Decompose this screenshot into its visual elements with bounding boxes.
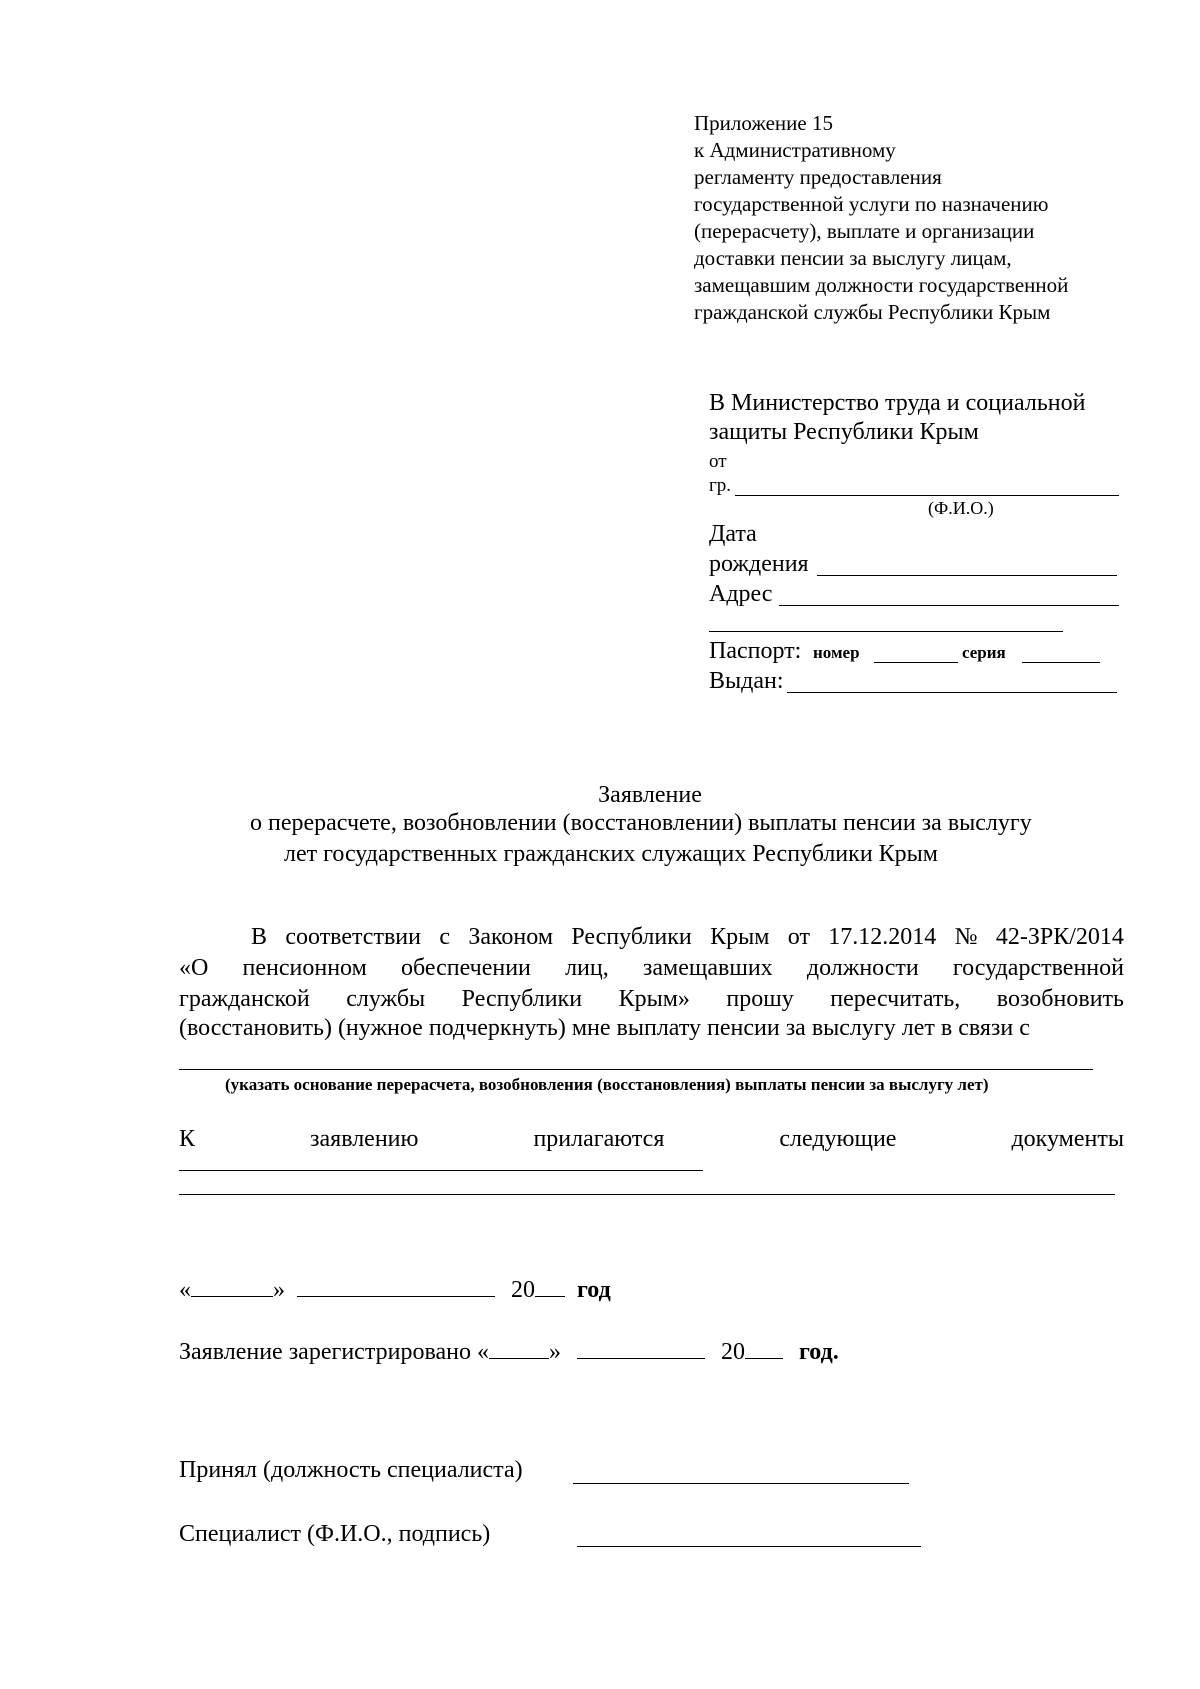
passport-series-label: серия	[962, 643, 1006, 662]
attachments-word: документы	[1011, 1126, 1124, 1152]
date-label: Дата	[709, 521, 757, 547]
body-line-1	[251, 922, 1124, 953]
appendix-line: Приложение 15	[694, 111, 833, 135]
registered-year-word: год.	[798, 1339, 839, 1365]
body-word: пенсионном	[242, 955, 367, 981]
specialist-line	[577, 1546, 921, 1547]
registered-label: Заявление зарегистрировано «	[179, 1339, 489, 1365]
birth-date-line	[817, 575, 1117, 576]
appendix-line: регламенту предоставления	[694, 165, 942, 189]
issued-line	[787, 692, 1117, 693]
addressee-line-2: защиты Республики Крым	[709, 419, 979, 445]
body-line-4: (восстановить) (нужное подчеркнуть) мне выплату пенсии за выслугу лет в связи с	[179, 1015, 1030, 1041]
body-word: пересчитать,	[830, 986, 961, 1012]
fio-input-line	[735, 495, 1119, 496]
body-word: 17.12.2014	[828, 924, 937, 950]
body-word: службы	[346, 986, 426, 1012]
body-word: возобновить	[996, 986, 1124, 1012]
date-close-quote: »	[273, 1277, 285, 1303]
attachments-word: следующие	[779, 1126, 897, 1152]
from-label: от	[709, 451, 727, 472]
registered-month-line	[577, 1336, 705, 1359]
document-title: Заявление	[598, 782, 702, 808]
registered-year-line	[745, 1336, 783, 1359]
attachments-input-line-2	[179, 1194, 1115, 1195]
address-label: Адрес	[709, 581, 773, 607]
accepted-line	[573, 1483, 909, 1484]
passport-number-label: номер	[813, 643, 860, 662]
body-word: от	[787, 924, 810, 950]
body-line-3	[179, 984, 1124, 1015]
attachments-word: К	[179, 1126, 196, 1152]
birth-label: рождения	[709, 551, 809, 577]
title-line-2: лет государственных гражданских служащих Республики Крым	[284, 841, 938, 867]
title-line-1: о перерасчете, возобновлении (восстановлении) выплаты пенсии за выслугу	[250, 810, 1032, 836]
specialist-label: Специалист (Ф.И.О., подпись)	[179, 1521, 491, 1547]
date-open-quote: «	[179, 1277, 191, 1303]
gr-label: гр.	[709, 475, 732, 496]
body-word: гражданской	[179, 986, 310, 1012]
body-word: 42-ЗРК/2014	[995, 924, 1124, 950]
passport-series-line	[1022, 662, 1100, 663]
issued-label: Выдан:	[709, 668, 784, 694]
passport-number-line	[874, 662, 958, 663]
fio-hint: (Ф.И.О.)	[928, 498, 994, 518]
appendix-line: государственной услуги по назначению	[694, 192, 1049, 216]
basis-hint: (указать основание перерасчета, возобновления (восстановления) выплаты пенсии за выслугу лет)	[225, 1075, 989, 1094]
accepted-label: Принял (должность специалиста)	[179, 1457, 523, 1483]
body-word: №	[954, 924, 978, 950]
body-word: должности	[806, 955, 919, 981]
body-word: соответствии	[285, 924, 421, 950]
body-word: Крым»	[618, 986, 690, 1012]
registered-row	[179, 1336, 839, 1366]
appendix-line: доставки пенсии за выслугу лицам,	[694, 246, 1012, 270]
body-word: «О	[179, 955, 209, 981]
basis-input-line	[179, 1069, 1093, 1070]
registered-day-line	[489, 1336, 549, 1359]
addressee-line-1: В Министерство труда и социальной	[709, 390, 1086, 416]
attachments-line	[179, 1124, 1124, 1155]
year-word: год	[577, 1277, 611, 1303]
month-line	[297, 1274, 495, 1297]
body-word: государственной	[952, 955, 1124, 981]
appendix-line: гражданской службы Республики Крым	[694, 300, 1051, 324]
body-word: Республики	[571, 924, 692, 950]
attachments-word: заявлению	[310, 1126, 419, 1152]
registered-year-prefix: 20	[720, 1339, 745, 1365]
year-prefix: 20	[511, 1277, 535, 1303]
body-word: Законом	[468, 924, 554, 950]
body-word: обеспечении	[400, 955, 531, 981]
body-word: В	[251, 924, 268, 950]
date-row	[179, 1274, 611, 1304]
appendix-line: к Административному	[694, 138, 896, 162]
body-word: лиц,	[565, 955, 609, 981]
appendix-block	[694, 110, 1068, 326]
appendix-line: замещавшим должности государственной	[694, 273, 1069, 297]
attachments-word: прилагаются	[533, 1126, 665, 1152]
address-line-2	[709, 631, 1063, 632]
body-word: прошу	[726, 986, 794, 1012]
day-line	[191, 1274, 273, 1297]
year-line	[535, 1274, 565, 1297]
body-line-2	[179, 953, 1124, 984]
body-word: Республики	[461, 986, 583, 1012]
body-word: Крым	[710, 924, 770, 950]
body-word: замещавших	[642, 955, 773, 981]
body-word: с	[439, 924, 450, 950]
registered-close-quote: »	[548, 1339, 561, 1365]
passport-label: Паспорт:	[709, 638, 802, 664]
appendix-line: (перерасчету), выплате и организации	[694, 219, 1035, 243]
address-line	[779, 605, 1119, 606]
attachments-input-line-1	[179, 1170, 703, 1171]
